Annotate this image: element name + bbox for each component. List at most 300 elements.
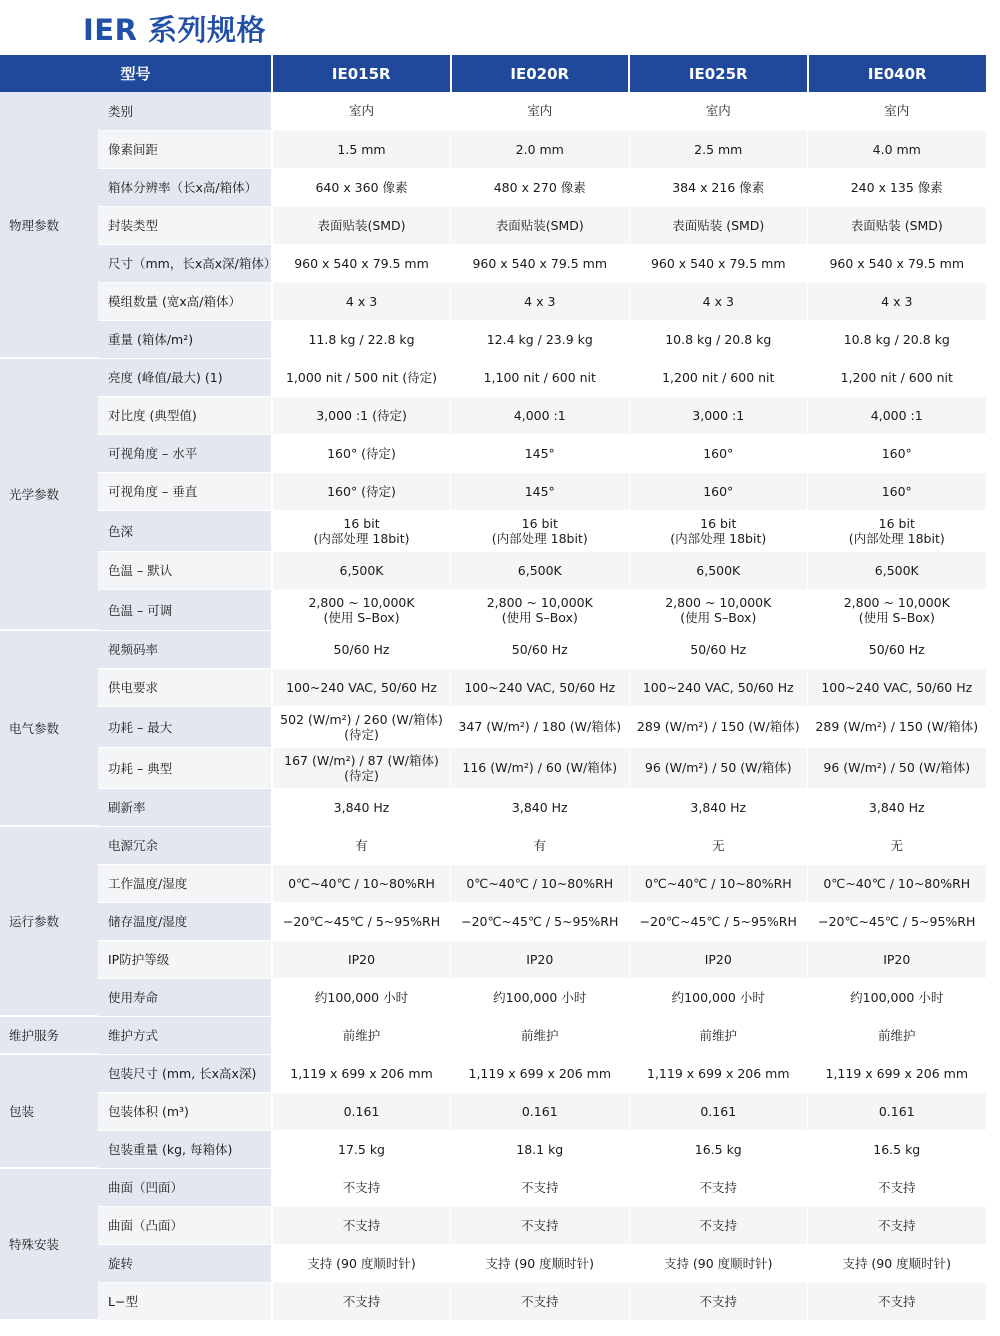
spec-value-cell	[272, 1206, 451, 1244]
table-row	[0, 630, 986, 668]
spec-value-cell	[451, 551, 630, 589]
spec-value-line: IP20	[526, 951, 554, 967]
spec-value-line: 640 x 360 像素	[315, 179, 408, 195]
row-label: 视频码率	[98, 630, 272, 668]
row-label: L−型	[98, 1282, 272, 1320]
spec-value-line: 不支持	[699, 1217, 738, 1233]
spec-value-cell	[272, 788, 451, 826]
table-row	[0, 320, 986, 358]
spec-value-cell	[272, 244, 451, 282]
spec-value-line: 384 x 216 像素	[672, 179, 765, 195]
spec-value-cell	[629, 864, 808, 902]
spec-value-cell	[272, 434, 451, 472]
spec-value-line: 表面贴装(SMD)	[317, 217, 406, 233]
spec-value-line: (内部处理 18bit)	[848, 530, 945, 546]
spec-value-line: 不支持	[521, 1179, 559, 1195]
spec-value-cell	[808, 320, 987, 358]
table-row	[0, 1054, 986, 1092]
spec-value-cell	[629, 668, 808, 706]
spec-value-cell	[272, 1092, 451, 1130]
spec-value-line: 不支持	[878, 1293, 916, 1309]
row-label: 旋转	[98, 1244, 272, 1282]
spec-value-line: (待定)	[344, 767, 379, 783]
table-row	[0, 747, 986, 788]
spec-value-line: 不支持	[699, 1293, 738, 1309]
spec-value-line: 不支持	[521, 1217, 559, 1233]
spec-value-line: 160°	[881, 445, 912, 461]
spec-value-line: 0℃~40℃ / 10~80%RH	[823, 875, 971, 891]
spec-value-line: 16 bit	[343, 515, 380, 531]
spec-value-line: 240 x 135 像素	[850, 179, 943, 195]
spec-value-line: 4,000 :1	[870, 407, 923, 423]
row-label: 曲面（凹面）	[98, 1168, 272, 1206]
row-label: 刷新率	[98, 788, 272, 826]
spec-value-line: (内部处理 18bit)	[670, 530, 767, 546]
row-label: 类别	[98, 92, 272, 130]
row-label: 箱体分辨率（长x高/箱体）	[98, 168, 272, 206]
spec-value-cell	[272, 92, 451, 130]
table-row	[0, 130, 986, 168]
spec-value-cell	[629, 320, 808, 358]
spec-value-cell	[451, 1016, 630, 1054]
spec-value-cell	[272, 826, 451, 864]
row-label: 包装尺寸 (mm, 长x高x深)	[98, 1054, 272, 1092]
spec-value-line: 2,800 ~ 10,000K	[843, 594, 950, 610]
row-label: 工作温度/湿度	[98, 864, 272, 902]
spec-value-cell	[629, 244, 808, 282]
spec-value-line: 不支持	[878, 1179, 916, 1195]
spec-value-line: 约100,000 小时	[493, 989, 587, 1005]
row-label: 色温 – 可调	[98, 589, 272, 630]
spec-value-cell	[808, 1168, 987, 1206]
spec-value-line: (使用 S–Box)	[858, 609, 935, 625]
spec-value-cell	[451, 1168, 630, 1206]
group-label: 运行参数	[0, 826, 98, 1016]
spec-value-line: 1,000 nit / 500 nit (待定)	[285, 369, 438, 385]
group-label: 光学参数	[0, 358, 98, 630]
spec-value-cell	[629, 206, 808, 244]
spec-value-cell	[451, 92, 630, 130]
spec-value-cell	[272, 510, 451, 551]
model-header: IE025R	[629, 55, 808, 92]
spec-value-line: (使用 S–Box)	[323, 609, 400, 625]
spec-value-line: 6,500K	[517, 562, 562, 578]
spec-value-line: 16.5 kg	[694, 1141, 742, 1157]
spec-value-line: 不支持	[878, 1217, 916, 1233]
spec-value-line: 前维护	[521, 1027, 559, 1043]
spec-value-line: 6,500K	[696, 562, 741, 578]
spec-value-cell	[629, 168, 808, 206]
spec-value-line: 289 (W/m²) / 150 (W/箱体)	[636, 719, 800, 734]
spec-value-cell	[272, 706, 451, 747]
spec-value-cell	[451, 788, 630, 826]
spec-value-line: 0℃~40℃ / 10~80%RH	[466, 875, 614, 891]
spec-value-line: 4,000 :1	[513, 407, 566, 423]
spec-value-line: 支持 (90 度顺时针)	[842, 1255, 952, 1271]
row-label: 供电要求	[98, 668, 272, 706]
spec-value-cell	[272, 630, 451, 668]
model-header: IE040R	[808, 55, 987, 92]
spec-value-cell	[808, 1054, 987, 1092]
row-label: 封装类型	[98, 206, 272, 244]
spec-value-cell	[629, 940, 808, 978]
spec-value-line: −20℃~45℃ / 5~95%RH	[818, 913, 976, 929]
model-header: IE020R	[451, 55, 630, 92]
spec-value-cell	[808, 244, 987, 282]
header-row	[0, 55, 986, 92]
spec-value-cell	[629, 472, 808, 510]
spec-value-line: 160° (待定)	[327, 483, 396, 499]
spec-value-cell	[808, 1016, 987, 1054]
spec-value-cell	[808, 1206, 987, 1244]
spec-value-line: 2,800 ~ 10,000K	[308, 594, 415, 610]
spec-value-line: 支持 (90 度顺时针)	[485, 1255, 595, 1271]
spec-value-line: 0.161	[878, 1103, 915, 1119]
spec-value-cell	[629, 434, 808, 472]
spec-value-cell	[808, 864, 987, 902]
spec-value-line: (使用 S–Box)	[680, 609, 757, 625]
spec-value-line: 502 (W/m²) / 260 (W/箱体)	[280, 711, 443, 727]
spec-value-line: 支持 (90 度顺时针)	[663, 1255, 773, 1271]
spec-value-line: 50/60 Hz	[690, 641, 747, 657]
row-label: 功耗 – 最大	[98, 706, 272, 747]
table-row	[0, 1282, 986, 1320]
table-row	[0, 1206, 986, 1244]
group-label: 电气参数	[0, 630, 98, 826]
spec-value-line: 100~240 VAC, 50/60 Hz	[821, 679, 973, 695]
spec-value-cell	[272, 1168, 451, 1206]
spec-value-line: 10.8 kg / 20.8 kg	[843, 331, 950, 347]
spec-value-line: 约100,000 小时	[671, 989, 765, 1005]
spec-value-cell	[451, 589, 630, 630]
spec-value-cell	[808, 668, 987, 706]
model-column-header: 型号	[0, 55, 272, 92]
spec-value-cell	[272, 320, 451, 358]
spec-value-line: 145°	[524, 445, 555, 461]
spec-value-line: 3,000 :1	[692, 407, 745, 423]
spec-value-cell	[808, 706, 987, 747]
row-label: 维护方式	[98, 1016, 272, 1054]
spec-value-cell	[629, 826, 808, 864]
spec-value-cell	[272, 1282, 451, 1320]
row-label: 功耗 – 典型	[98, 747, 272, 788]
spec-value-cell	[808, 788, 987, 826]
group-label: 物理参数	[0, 92, 98, 358]
spec-value-line: 12.4 kg / 23.9 kg	[486, 331, 593, 347]
spec-value-line: 室内	[884, 103, 910, 119]
spec-value-line: 160°	[703, 483, 734, 499]
spec-value-cell	[272, 206, 451, 244]
spec-value-cell	[629, 1282, 808, 1320]
row-label: 使用寿命	[98, 978, 272, 1016]
spec-value-cell	[451, 434, 630, 472]
spec-value-line: 1,119 x 699 x 206 mm	[825, 1065, 969, 1081]
spec-value-cell	[629, 1016, 808, 1054]
spec-value-cell	[272, 1054, 451, 1092]
spec-value-line: 无	[890, 837, 904, 853]
spec-value-cell	[451, 826, 630, 864]
spec-value-cell	[451, 706, 630, 747]
spec-value-cell	[451, 510, 630, 551]
spec-value-cell	[272, 978, 451, 1016]
spec-value-line: 1,119 x 699 x 206 mm	[290, 1065, 433, 1081]
row-label: 像素间距	[98, 130, 272, 168]
spec-value-line: 50/60 Hz	[868, 641, 925, 657]
spec-value-line: 不支持	[521, 1293, 559, 1309]
spec-value-cell	[808, 826, 987, 864]
spec-value-line: 3,840 Hz	[690, 799, 747, 815]
spec-value-cell	[629, 1130, 808, 1168]
spec-value-cell	[808, 472, 987, 510]
spec-value-cell	[272, 282, 451, 320]
spec-value-line: 16 bit	[700, 515, 737, 531]
row-label: 色深	[98, 510, 272, 551]
spec-value-line: 16 bit	[878, 515, 915, 531]
model-header: IE015R	[272, 55, 451, 92]
spec-value-line: 100~240 VAC, 50/60 Hz	[286, 679, 437, 695]
spec-value-line: 18.1 kg	[516, 1141, 564, 1157]
row-label: 包装重量 (kg, 每箱体)	[98, 1130, 272, 1168]
spec-value-line: IP20	[883, 951, 911, 967]
spec-value-cell	[272, 396, 451, 434]
spec-value-line: −20℃~45℃ / 5~95%RH	[282, 913, 441, 929]
table-row	[0, 92, 986, 130]
row-label: 重量 (箱体/m²)	[98, 320, 272, 358]
spec-value-line: 前维护	[699, 1027, 738, 1043]
spec-value-cell	[629, 589, 808, 630]
spec-value-cell	[272, 589, 451, 630]
spec-value-cell	[808, 1130, 987, 1168]
spec-value-line: 3,000 :1 (待定)	[316, 407, 407, 423]
spec-value-cell	[629, 1092, 808, 1130]
row-label: 电源冗余	[98, 826, 272, 864]
group-label: 特殊安装	[0, 1168, 98, 1320]
spec-value-cell	[272, 168, 451, 206]
spec-value-cell	[808, 630, 987, 668]
row-label: 曲面（凸面）	[98, 1206, 272, 1244]
spec-value-cell	[808, 551, 987, 589]
spec-value-cell	[272, 358, 451, 396]
spec-value-line: IP20	[704, 951, 732, 967]
row-label: 亮度 (峰值/最大) (1)	[98, 358, 272, 396]
spec-value-line: 1.5 mm	[337, 141, 386, 157]
spec-value-cell	[451, 668, 630, 706]
table-row	[0, 902, 986, 940]
spec-value-cell	[808, 396, 987, 434]
spec-value-line: 960 x 540 x 79.5 mm	[472, 255, 608, 271]
spec-value-line: 表面贴装(SMD)	[495, 217, 584, 233]
spec-value-cell	[451, 940, 630, 978]
spec-value-cell	[451, 130, 630, 168]
spec-value-line: 17.5 kg	[338, 1141, 385, 1157]
spec-value-line: 6,500K	[339, 562, 384, 578]
spec-value-line: 约100,000 小时	[850, 989, 944, 1005]
table-row	[0, 206, 986, 244]
spec-value-line: 4 x 3	[524, 293, 556, 309]
spec-value-cell	[272, 1244, 451, 1282]
spec-value-cell	[451, 168, 630, 206]
table-row	[0, 510, 986, 551]
spec-value-cell	[808, 1092, 987, 1130]
spec-value-line: 145°	[524, 483, 555, 499]
table-row	[0, 978, 986, 1016]
spec-value-line: 前维护	[342, 1027, 381, 1043]
spec-value-line: 不支持	[342, 1293, 381, 1309]
spec-value-cell	[451, 396, 630, 434]
spec-value-line: IP20	[347, 951, 376, 967]
spec-value-cell	[451, 1244, 630, 1282]
spec-value-line: 0.161	[521, 1103, 558, 1119]
spec-value-cell	[272, 668, 451, 706]
spec-value-cell	[451, 1092, 630, 1130]
spec-value-cell	[451, 1282, 630, 1320]
spec-value-line: 16.5 kg	[873, 1141, 921, 1157]
spec-value-line: 表面贴装 (SMD)	[672, 217, 765, 233]
table-row	[0, 1168, 986, 1206]
spec-value-cell	[808, 206, 987, 244]
spec-value-cell	[808, 1244, 987, 1282]
spec-value-line: 2.5 mm	[694, 141, 743, 157]
spec-value-line: 支持 (90 度顺时针)	[307, 1255, 416, 1271]
spec-value-cell	[451, 206, 630, 244]
spec-value-cell	[451, 1130, 630, 1168]
spec-value-cell	[451, 978, 630, 1016]
spec-value-cell	[808, 434, 987, 472]
table-row	[0, 1130, 986, 1168]
table-row	[0, 668, 986, 706]
spec-value-cell	[272, 940, 451, 978]
spec-value-cell	[629, 1168, 808, 1206]
row-label: IP防护等级	[98, 940, 272, 978]
spec-value-line: 约100,000 小时	[314, 989, 409, 1005]
spec-value-line: 4.0 mm	[872, 141, 921, 157]
table-row	[0, 1244, 986, 1282]
spec-value-line: 480 x 270 像素	[493, 179, 586, 195]
spec-value-line: 160°	[881, 483, 912, 499]
table-row	[0, 396, 986, 434]
spec-value-cell	[451, 630, 630, 668]
spec-value-line: 960 x 540 x 79.5 mm	[294, 255, 429, 271]
spec-value-cell	[451, 282, 630, 320]
spec-value-line: 不支持	[342, 1179, 381, 1195]
spec-value-cell	[629, 282, 808, 320]
row-label: 对比度 (典型值)	[98, 396, 272, 434]
row-label: 储存温度/湿度	[98, 902, 272, 940]
spec-value-cell	[272, 472, 451, 510]
group-label: 包装	[0, 1054, 98, 1168]
row-label: 尺寸（mm，长x高x深/箱体）	[98, 244, 272, 282]
spec-value-line: 100~240 VAC, 50/60 Hz	[642, 679, 794, 695]
page-title: IER 系列规格	[83, 13, 267, 47]
spec-value-line: 96 (W/m²) / 50 (W/箱体)	[823, 760, 971, 775]
spec-value-cell	[808, 940, 987, 978]
spec-value-cell	[808, 747, 987, 788]
spec-value-line: 1,200 nit / 600 nit	[840, 369, 953, 385]
spec-value-line: 0.161	[343, 1103, 380, 1119]
spec-value-line: 289 (W/m²) / 150 (W/箱体)	[815, 719, 979, 734]
spec-value-line: 960 x 540 x 79.5 mm	[650, 255, 786, 271]
spec-value-line: 16 bit	[521, 515, 558, 531]
spec-value-line: 不支持	[699, 1179, 738, 1195]
row-label: 模组数量 (宽x高/箱体）	[98, 282, 272, 320]
row-label: 色温 – 默认	[98, 551, 272, 589]
spec-value-cell	[272, 747, 451, 788]
spec-value-line: 4 x 3	[345, 293, 378, 309]
spec-value-line: (内部处理 18bit)	[313, 530, 410, 546]
spec-value-cell	[272, 864, 451, 902]
spec-value-line: 1,100 nit / 600 nit	[483, 369, 596, 385]
spec-value-cell	[451, 472, 630, 510]
spec-value-line: 116 (W/m²) / 60 (W/箱体)	[462, 760, 618, 775]
row-label: 包装体积 (m³)	[98, 1092, 272, 1130]
spec-value-cell	[272, 130, 451, 168]
spec-value-cell	[629, 551, 808, 589]
table-row	[0, 589, 986, 630]
spec-value-line: 167 (W/m²) / 87 (W/箱体)	[284, 752, 439, 768]
spec-value-cell	[629, 1244, 808, 1282]
table-row	[0, 940, 986, 978]
table-row	[0, 1016, 986, 1054]
table-row	[0, 244, 986, 282]
spec-value-line: 1,119 x 699 x 206 mm	[468, 1065, 612, 1081]
spec-value-line: 160° (待定)	[327, 445, 396, 461]
group-label: 维护服务	[0, 1016, 98, 1054]
spec-value-cell	[629, 358, 808, 396]
spec-value-line: 有	[355, 837, 368, 853]
spec-value-line: 96 (W/m²) / 50 (W/箱体)	[644, 760, 792, 775]
spec-value-line: 室内	[527, 103, 553, 119]
table-row	[0, 168, 986, 206]
spec-value-cell	[808, 92, 987, 130]
spec-value-line: 有	[533, 837, 547, 853]
spec-value-line: 160°	[703, 445, 734, 461]
spec-value-line: 50/60 Hz	[511, 641, 568, 657]
spec-value-cell	[451, 358, 630, 396]
spec-value-cell	[629, 396, 808, 434]
spec-value-cell	[629, 978, 808, 1016]
table-row	[0, 706, 986, 747]
spec-value-cell	[808, 902, 987, 940]
spec-value-line: 3,840 Hz	[511, 799, 568, 815]
spec-value-line: −20℃~45℃ / 5~95%RH	[639, 913, 797, 929]
row-label: 可视角度 – 垂直	[98, 472, 272, 510]
spec-value-cell	[629, 706, 808, 747]
spec-value-line: 100~240 VAC, 50/60 Hz	[464, 679, 616, 695]
table-row	[0, 551, 986, 589]
table-row	[0, 358, 986, 396]
spec-value-line: 50/60 Hz	[333, 641, 390, 657]
spec-value-line: (内部处理 18bit)	[491, 530, 588, 546]
spec-value-line: 6,500K	[874, 562, 919, 578]
spec-value-line: 347 (W/m²) / 180 (W/箱体)	[458, 719, 622, 734]
table-body	[0, 92, 986, 1320]
spec-value-cell	[629, 1054, 808, 1092]
spec-value-line: (使用 S–Box)	[501, 609, 578, 625]
spec-table	[0, 55, 987, 1321]
spec-value-cell	[808, 589, 987, 630]
spec-value-cell	[629, 1206, 808, 1244]
spec-value-line: 2,800 ~ 10,000K	[665, 594, 772, 610]
spec-value-line: 0℃~40℃ / 10~80%RH	[288, 875, 435, 891]
spec-value-line: 960 x 540 x 79.5 mm	[829, 255, 965, 271]
table-row	[0, 788, 986, 826]
table-row	[0, 472, 986, 510]
spec-value-line: 表面贴装 (SMD)	[850, 217, 943, 233]
spec-value-line: 0℃~40℃ / 10~80%RH	[644, 875, 792, 891]
spec-value-cell	[451, 1206, 630, 1244]
spec-value-cell	[629, 130, 808, 168]
spec-value-cell	[629, 630, 808, 668]
